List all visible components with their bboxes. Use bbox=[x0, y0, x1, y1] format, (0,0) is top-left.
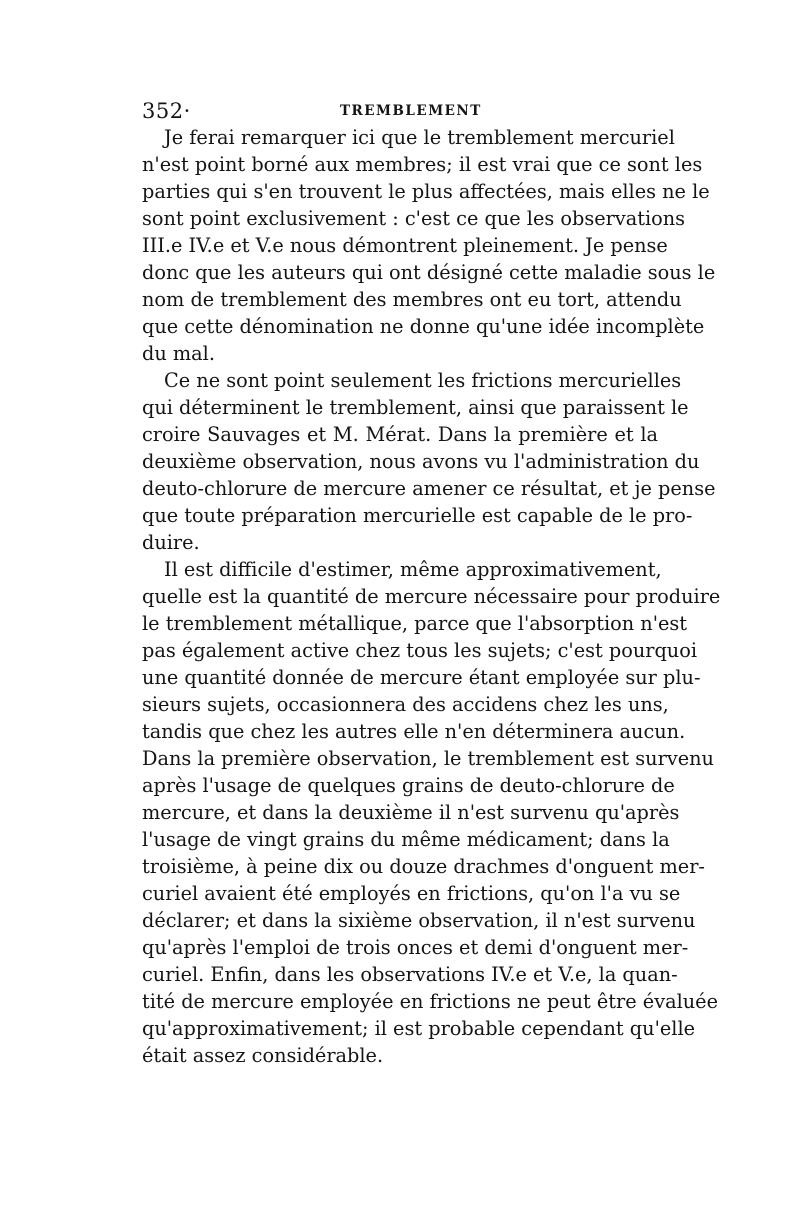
paragraph-3 bbox=[142, 556, 721, 1069]
text-line: sont point exclusivement : c'est ce que les observations bbox=[142, 207, 686, 230]
text-line: du mal. bbox=[142, 342, 215, 365]
text-line: sieurs sujets, occasionnera des accidens chez les uns, bbox=[142, 693, 669, 716]
text-line: Il est difficile d'estimer, même approximativement, bbox=[164, 558, 662, 581]
text-line: nom de tremblement des membres ont eu tort, attendu bbox=[142, 288, 682, 311]
text-line: qui déterminent le tremblement, ainsi que paraissent le bbox=[142, 396, 689, 419]
running-title: TREMBLEMENT bbox=[340, 103, 482, 119]
text-line: le tremblement métallique, parce que l'absorption n'est bbox=[142, 612, 688, 635]
text-line: quelle est la quantité de mercure nécessaire pour produire bbox=[142, 585, 721, 608]
text-line: Je ferai remarquer ici que le tremblement mercuriel bbox=[164, 126, 675, 149]
text-line: deuto-chlorure de mercure amener ce résultat, et je pense bbox=[142, 477, 716, 500]
text-line: pas également active chez tous les sujets; c'est pourquoi bbox=[142, 639, 698, 662]
body-text bbox=[142, 124, 721, 1069]
text-line: curiel. Enfin, dans les observations IV.e et V.e, la quan- bbox=[142, 963, 678, 986]
text-line: mercure, et dans la deuxième il n'est survenu qu'après bbox=[142, 801, 680, 824]
text-line: qu'approximativement; il est probable cependant qu'elle bbox=[142, 1017, 696, 1040]
text-line: croire Sauvages et M. Mérat. Dans la première et la bbox=[142, 423, 658, 446]
text-line: tandis que chez les autres elle n'en déterminera aucun. bbox=[142, 720, 686, 743]
text-line: que toute préparation mercurielle est capable de le pro- bbox=[142, 504, 693, 527]
text-line: qu'après l'emploi de trois onces et demi d'onguent mer- bbox=[142, 936, 689, 959]
text-line: troisième, à peine dix ou douze drachmes d'onguent mer- bbox=[142, 855, 705, 878]
text-line: III.e IV.e et V.e nous démontrent pleinement. Je pense bbox=[142, 234, 668, 257]
text-line: tité de mercure employée en frictions ne peut être évaluée bbox=[142, 990, 718, 1013]
text-line: deuxième observation, nous avons vu l'administration du bbox=[142, 450, 700, 473]
text-line: n'est point borné aux membres; il est vrai que ce sont les bbox=[142, 153, 703, 176]
text-line: duire. bbox=[142, 531, 200, 554]
paragraph-1 bbox=[142, 124, 716, 367]
text-line: curiel avaient été employés en frictions, qu'on l'a vu se bbox=[142, 882, 681, 905]
text-line: était assez considérable. bbox=[142, 1044, 384, 1067]
text-line: après l'usage de quelques grains de deuto-chlorure de bbox=[142, 774, 675, 797]
paragraph-2 bbox=[142, 367, 716, 556]
text-line: l'usage de vingt grains du même médicament; dans la bbox=[142, 828, 670, 851]
running-head bbox=[142, 99, 658, 123]
text-line: Ce ne sont point seulement les frictions mercurielles bbox=[164, 369, 682, 392]
text-line: déclarer; et dans la sixième observation, il n'est survenu bbox=[142, 909, 696, 932]
text-line: donc que les auteurs qui ont désigné cette maladie sous le bbox=[142, 261, 716, 284]
text-line: que cette dénomination ne donne qu'une idée incomplète bbox=[142, 315, 705, 338]
text-line: parties qui s'en trouvent le plus affectées, mais elles ne le bbox=[142, 180, 710, 203]
text-line: une quantité donnée de mercure étant employée sur plu- bbox=[142, 666, 701, 689]
text-line: Dans la première observation, le tremblement est survenu bbox=[142, 747, 714, 770]
page-number: 352· bbox=[142, 99, 191, 123]
